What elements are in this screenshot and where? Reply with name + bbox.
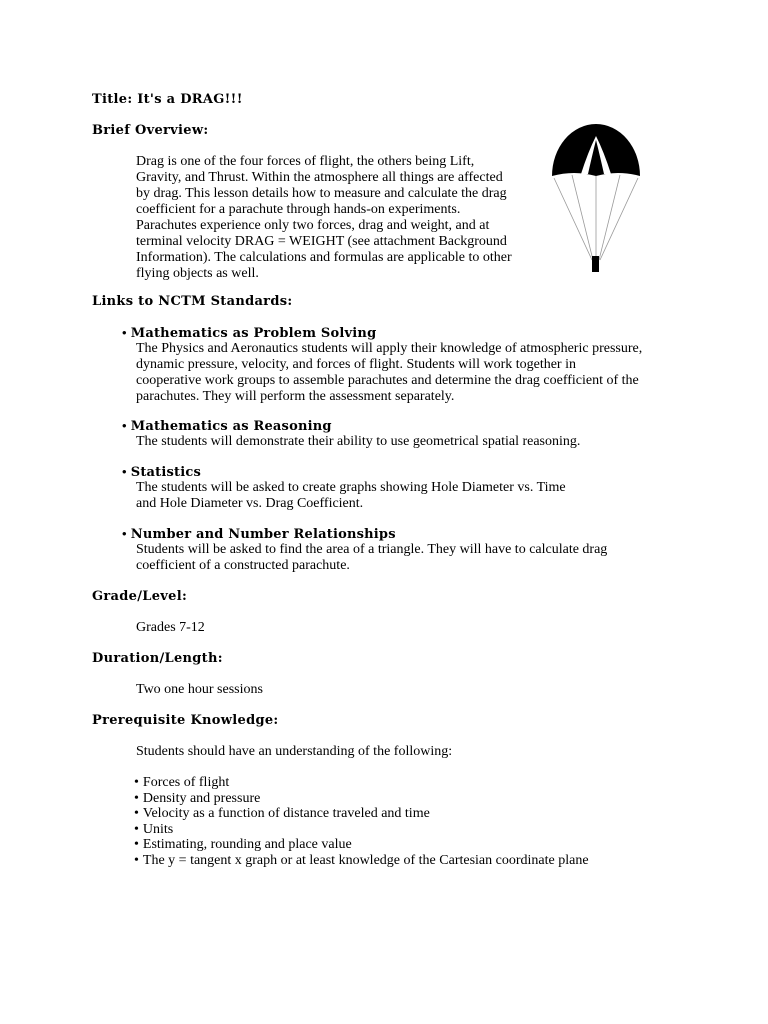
- text-line: The Physics and Aeronautics students will apply their knowledge of atmospheric pressure,: [136, 341, 643, 356]
- text-line: Two one hour sessions: [136, 682, 263, 697]
- prereq-list: [134, 775, 589, 869]
- text-line: Drag is one of the four forces of flight, the others being Lift,: [136, 154, 475, 169]
- text-line: terminal velocity DRAG = WEIGHT (see attachment Background: [136, 234, 507, 249]
- text-line: Students will be asked to find the area of a triangle. They will have to calculate drag: [136, 542, 608, 557]
- text-line: Students should have an understanding of the following:: [136, 744, 453, 759]
- bullet-icon: •: [134, 806, 139, 822]
- list-item: • Velocity as a function of distance traveled and time: [134, 806, 430, 822]
- standard-reasoning-title: • Mathematics as Reasoning: [122, 418, 332, 434]
- bullet-icon: •: [134, 852, 139, 868]
- parachute-lines: [554, 175, 638, 260]
- text-line: by drag. This lesson details how to measure and calculate the drag: [136, 186, 507, 201]
- list-item: • The y = tangent x graph or at least knowledge of the Cartesian coordinate plane: [134, 852, 589, 868]
- list-item: • Units: [134, 821, 174, 837]
- prereq-intro: [136, 744, 452, 760]
- grade-heading: Grade/Level:: [92, 589, 188, 604]
- text-line: flying objects as well.: [136, 266, 259, 281]
- text-line: parachutes. They will perform the assessment separately.: [136, 389, 455, 404]
- prereq-heading: Prerequisite Knowledge:: [92, 713, 279, 728]
- text-line: The students will be asked to create graphs showing Hole Diameter vs. Time: [136, 480, 566, 495]
- standard-statistics-title: • Statistics: [122, 464, 202, 480]
- bullet-icon: •: [134, 821, 139, 837]
- text-line: cooperative work groups to assemble parachutes and determine the drag coefficient of the: [136, 373, 639, 388]
- standard-number-text: [136, 542, 607, 574]
- overview-paragraph: [136, 154, 512, 282]
- overview-heading: Brief Overview:: [92, 123, 209, 138]
- bullet-icon: •: [122, 464, 127, 479]
- text-line: coefficient for a parachute through hands-on experiments.: [136, 202, 461, 217]
- text-line: Grades 7-12: [136, 620, 205, 635]
- bullet-icon: •: [134, 790, 139, 806]
- list-item: • Forces of flight: [134, 775, 230, 790]
- text-line: Parachutes experience only two forces, drag and weight, and at: [136, 218, 490, 233]
- text-line: Gravity, and Thrust. Within the atmosphere all things are affected: [136, 170, 503, 185]
- grade-text: [136, 620, 205, 636]
- parachute-icon: [548, 118, 644, 278]
- duration-text: [136, 682, 263, 698]
- bullet-icon: •: [134, 775, 139, 790]
- bullet-icon: •: [122, 526, 127, 541]
- standard-problem-solving-title: • Mathematics as Problem Solving: [122, 325, 377, 341]
- document-title: Title: It's a DRAG!!!: [92, 92, 243, 107]
- text-line: and Hole Diameter vs. Drag Coefficient.: [136, 496, 364, 511]
- text-line: coefficient of a constructed parachute.: [136, 558, 350, 573]
- list-item: • Density and pressure: [134, 790, 261, 806]
- bullet-icon: •: [134, 837, 139, 853]
- bullet-icon: •: [122, 418, 127, 433]
- bullet-icon: •: [122, 325, 127, 340]
- duration-heading: Duration/Length:: [92, 651, 223, 666]
- parachute-payload: [592, 256, 599, 272]
- text-line: dynamic pressure, velocity, and forces of flight. Students will work together in: [136, 357, 576, 372]
- parachute-canopy: [552, 124, 640, 176]
- text-line: Information). The calculations and formulas are applicable to other: [136, 250, 512, 265]
- standards-heading: Links to NCTM Standards:: [92, 294, 293, 309]
- standard-statistics-text: [136, 480, 566, 512]
- standard-problem-solving-text: [136, 341, 642, 405]
- standard-number-title: • Number and Number Relationships: [122, 526, 396, 542]
- standard-reasoning-text: [136, 434, 580, 450]
- text-line: The students will demonstrate their ability to use geometrical spatial reasoning.: [136, 434, 581, 449]
- list-item: • Estimating, rounding and place value: [134, 837, 352, 853]
